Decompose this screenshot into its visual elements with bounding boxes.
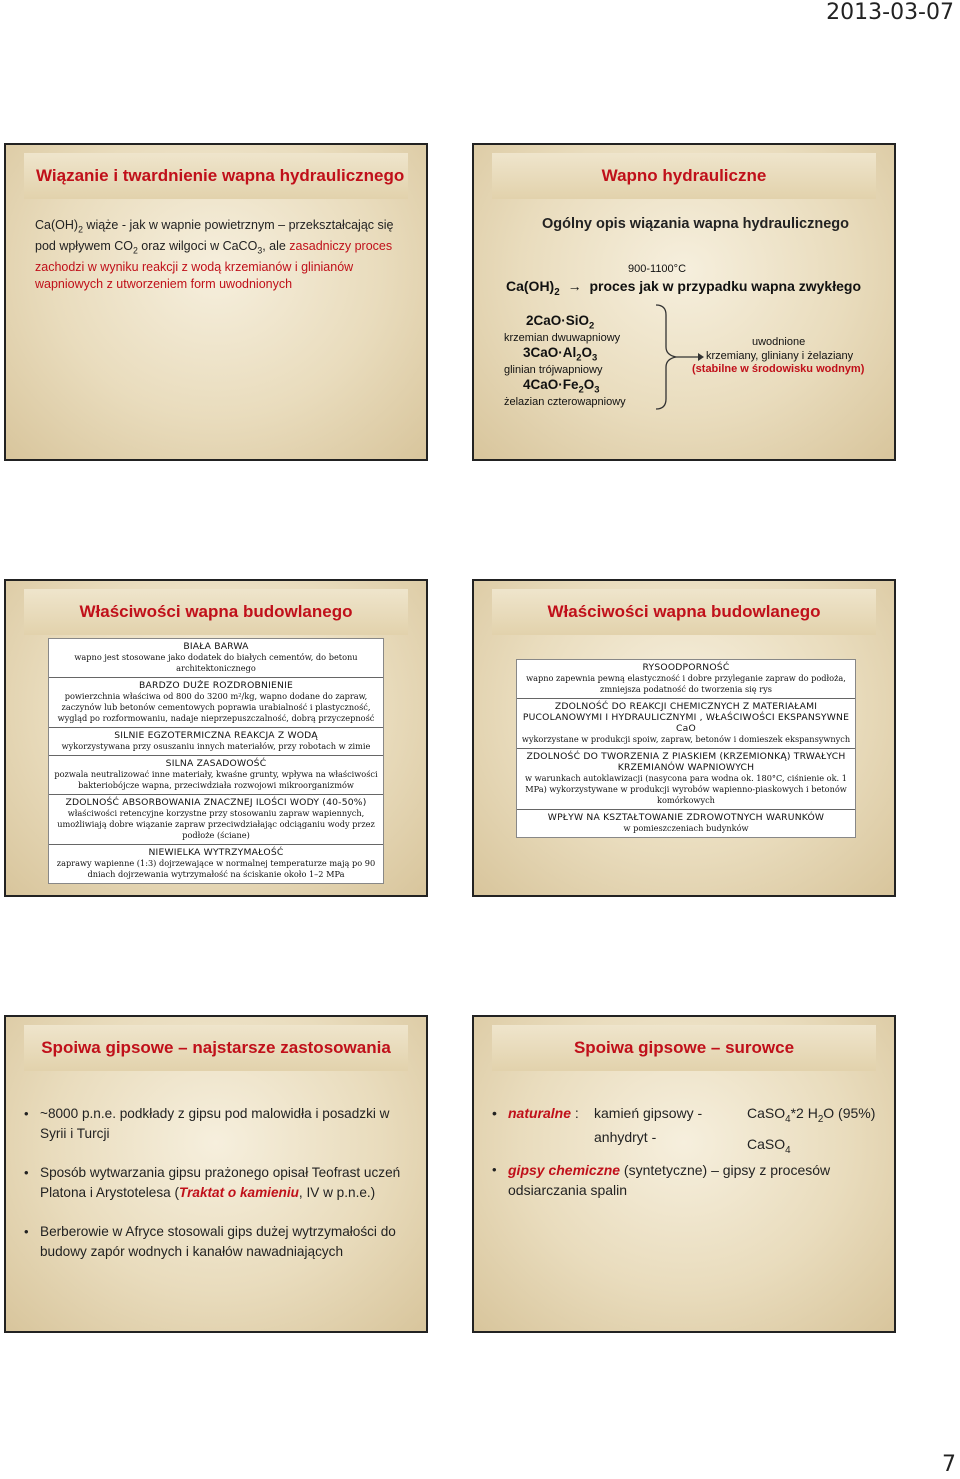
result-label-3: (stabilne w środowisku wodnym) <box>692 363 865 375</box>
slide-2-titlebar <box>492 153 876 199</box>
formula-gypsum <box>747 1101 875 1132</box>
row-heading: ZDOLNOŚĆ DO REAKCJI CHEMICZNYCH Z MATERIAŁAMI PUCOLANOWYMI I HYDRAULICZNYMI , WŁAŚCIWOŚCI EKSPANSYWNE CaO <box>522 701 850 734</box>
highlight-text: gipsy chemiczne <box>508 1162 621 1178</box>
temperature-label: 900-1100°C <box>628 263 687 275</box>
text: proces jak w przypadku wapna zwykłego <box>589 278 861 294</box>
slide-6-title: Spoiwa gipsowe – surowce <box>573 1038 795 1057</box>
text: , IV w p.n.e.) <box>298 1185 376 1200</box>
slide-6-titlebar <box>492 1025 876 1071</box>
row-heading: WPŁYW NA KSZTAŁTOWANIE ZDROWOTNYCH WARUNKÓW <box>547 812 825 823</box>
c3a-name: glinian trójwapniowy <box>504 364 603 376</box>
slide-4-title: Właściwości wapna budowlanego <box>547 602 821 621</box>
text: *2 H <box>790 1105 818 1121</box>
text: : <box>571 1105 579 1121</box>
slide-1-title: Wiązanie i twardnienie wapna hydraulicznego <box>36 166 405 185</box>
slide-5-titlebar <box>24 1025 408 1071</box>
text: (syntetyczne) – gipsy z procesów odsiarczania spalin <box>508 1162 831 1198</box>
row-text: wapno jest stosowane jako dodatek do białych cementów, do betonu architektonicznego <box>74 652 358 673</box>
slide-5-bullets <box>24 1104 412 1281</box>
list-item <box>24 1104 412 1144</box>
slide-4 <box>472 579 896 897</box>
row-text: wykorzystywana przy osuszaniu innych materiałów, przy robotach w zimie <box>61 741 371 751</box>
slide-6-bullet-1 <box>492 1101 497 1125</box>
text: O (95%) <box>823 1105 876 1121</box>
c4af-name: żelazian czterowapniowy <box>504 396 626 408</box>
sub: 2 <box>817 1113 824 1125</box>
text: 3CaO·Al <box>523 345 577 360</box>
text-caoh: Ca(OH) <box>35 218 79 232</box>
row-heading: ZDOLNOŚĆ DO TWORZENIA Z PIASKIEM (KRZEMIONKĄ) TRWAŁYCH KRZEMIANÓW WAPNIOWYCH <box>526 751 846 773</box>
header-date: 2013-03-07 <box>826 0 954 25</box>
text: Ca(OH) <box>506 278 555 294</box>
slide-2-title: Wapno hydrauliczne <box>601 166 767 185</box>
slide-3-title: Właściwości wapna budowlanego <box>79 602 353 621</box>
mineral-formulas <box>747 1101 875 1163</box>
text: CaSO <box>747 1105 786 1121</box>
sub: 2 <box>78 224 83 235</box>
sub: 3 <box>592 352 598 364</box>
row-heading: SILNIE EGZOTERMICZNA REAKCJA Z WODĄ <box>114 730 318 741</box>
sub: 4 <box>785 1144 791 1156</box>
table-row <box>49 845 383 883</box>
highlight-text: zasadniczy proces zachodzi w wyniku reakcji z wodą krzemianów i glinianów <box>35 239 393 274</box>
sub: 2 <box>589 320 595 332</box>
table-row <box>517 749 855 810</box>
text: anhydryt - <box>594 1129 657 1145</box>
result-label-1: uwodnione <box>752 336 806 348</box>
slide-2-subtitle: Ogólny opis wiązania wapna hydraulicznego <box>542 216 849 232</box>
row-text: wapno zapewnia pewną elastyczność i dobre przyleganie zapraw do podłoża, zmniejsza podatność do tworzenia się rys <box>526 673 846 694</box>
c2s-formula <box>526 313 594 332</box>
row-text: w pomieszczeniach budynków <box>623 823 749 833</box>
table-row <box>49 795 383 845</box>
table-row <box>49 678 383 728</box>
table-row <box>49 756 383 795</box>
row-text: w warunkach autoklawizacji (nasycona para wodna ok. 180°C, ciśnienie ok. 1 MPa) wykorzystywane w produkcji wyrobów wapienno-piaskowych i betonów komórkowych <box>525 773 847 805</box>
text: O <box>583 377 595 392</box>
row-heading: BARDZO DUŻE ROZDROBNIENIE <box>139 680 293 691</box>
slide-5-title: Spoiwa gipsowe – najstarsze zastosowania <box>41 1038 391 1057</box>
sub: 2 <box>132 245 138 256</box>
row-heading: RYSOODPORNOŚĆ <box>642 662 730 673</box>
sub: 2 <box>576 352 582 364</box>
sub: 3 <box>257 245 263 256</box>
mineral-names <box>594 1101 702 1149</box>
slide-4-titlebar <box>492 589 876 635</box>
table-row <box>49 639 383 678</box>
row-text: pozwala neutralizować inne materiały, kwaśne grunty, wpływa na właściwości bakteriobójcze wapna, przeciwdziała rozwojowi mikroorganizmów <box>54 769 378 790</box>
slide-1-text <box>35 217 413 292</box>
highlight-text: naturalne <box>508 1105 572 1121</box>
text: kamień gipsowy - <box>594 1105 703 1121</box>
slide-6 <box>472 1015 896 1333</box>
text: oraz wilgoci w CaCO <box>137 239 258 253</box>
slide-1 <box>4 143 428 461</box>
text: CaSO <box>747 1135 786 1152</box>
c3a-formula <box>523 345 597 364</box>
arrow-icon: → <box>567 278 582 294</box>
text: Berberowie w Afryce stosowali gips dużej wytrzymałości do budowy zapór wodnych i kanałów nawadniających <box>40 1224 396 1259</box>
text: 2CaO·SiO <box>526 313 590 328</box>
row-text: powierzchnia właściwa od 800 do 3200 m²/kg, wapno dodane do zapraw, zaczynów lub betonów cementowych poprawia urabialność i plastyczność, wygląd po rozformowaniu, nadaje nieprzepuszczalność, dobrą przyczepność <box>57 691 375 723</box>
caoh-process <box>506 278 861 298</box>
brace-arrow-icon <box>654 303 704 411</box>
sub: 2 <box>554 286 560 298</box>
list-item <box>492 1160 877 1200</box>
slide-2 <box>472 143 896 461</box>
text: O <box>581 345 593 360</box>
page-number: 7 <box>942 1452 956 1477</box>
row-heading: NIEWIELKA WYTRZYMAŁOŚĆ <box>148 847 284 858</box>
text: 4CaO·Fe <box>523 377 579 392</box>
table-row <box>49 728 383 756</box>
sub: 4 <box>785 1113 791 1125</box>
table-row <box>517 660 855 699</box>
result-label-2: krzemiany, gliniany i żelaziany <box>706 350 854 362</box>
text: ~8000 p.n.e. podkłady z gipsu pod malowidła i posadzki w Syrii i Turcji <box>40 1106 390 1141</box>
row-heading: BIAŁA BARWA <box>183 641 249 652</box>
text: wiąże - jak w wapnie powietrznym – przekształcając się pod wpływem CO <box>35 218 394 253</box>
formula-anhydrite <box>747 1132 875 1163</box>
slide-3-titlebar <box>24 589 408 635</box>
properties-table-1 <box>48 638 384 884</box>
text: , ale <box>262 239 290 253</box>
row-text: zaprawy wapienne (1:3) dojrzewające w normalnej temperaturze mają po 90 dniach dojrzewania wytrzymałość na ściskanie około 1–2 MPa <box>56 858 376 879</box>
c4af-formula <box>523 377 600 396</box>
text: Sposób wytwarzania gipsu prażonego opisał Teofrast uczeń Platona i Arystotelesa ( <box>40 1165 401 1200</box>
highlight-text: Traktat o kamieniu <box>179 1185 299 1200</box>
row-text: wykorzystane w produkcji spoiw, zapraw, betonów i domieszek ekspansywnych <box>521 734 851 744</box>
naturalne-label <box>508 1101 579 1125</box>
bullet-icon: • <box>492 1105 497 1121</box>
sub: 2 <box>578 384 584 396</box>
table-row <box>517 810 855 837</box>
sub: 3 <box>594 384 600 396</box>
row-text: właściwości retencyjne korzystne przy stosowaniu zapraw wapiennych, umożliwiają dobre wiązanie zapraw przeciwdziałając odciąganiu wody przez podłoże (ściane) <box>57 808 375 840</box>
slide-3 <box>4 579 428 897</box>
list-item <box>24 1163 412 1203</box>
row-heading: SILNA ZASADOWOŚĆ <box>165 758 267 769</box>
c2s-name: krzemian dwuwapniowy <box>504 332 621 344</box>
row-heading: ZDOLNOŚĆ ABSORBOWANIA ZNACZNEJ ILOŚCI WODY (40-50%) <box>65 797 367 808</box>
slide-1-titlebar <box>24 153 408 199</box>
slide-5 <box>4 1015 428 1333</box>
list-item <box>24 1222 412 1262</box>
highlight-text: wapniowych z utworzeniem form uwodnionych <box>35 276 293 291</box>
table-row <box>517 699 855 749</box>
slide-6-bullets <box>492 1160 877 1219</box>
properties-table-2 <box>516 659 856 838</box>
